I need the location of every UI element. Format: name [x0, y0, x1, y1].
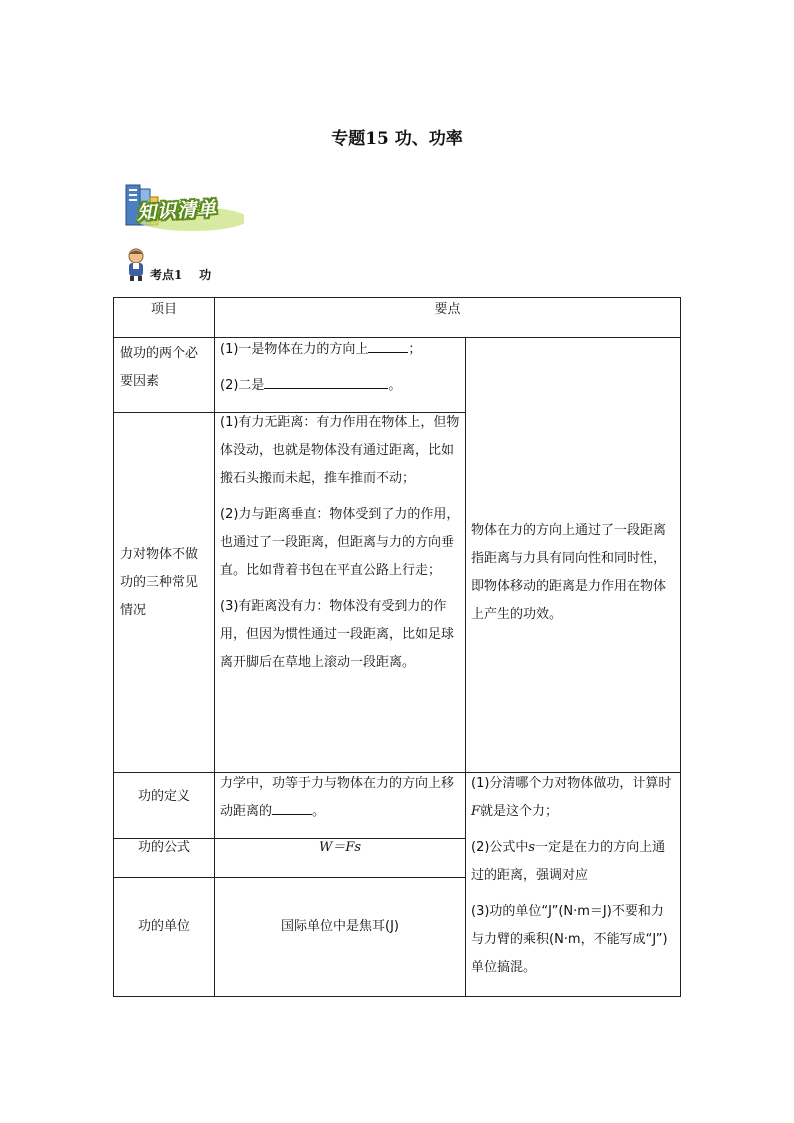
- row2-p2: (2)力与距离垂直：物体受到了力的作用，也通过了一段距离，但距离与力的方向垂直。比如背着书包在平直公路上行走；: [220, 507, 460, 578]
- right-note-3: (3)功的单位“J”(N·m＝J)不要和力与力臂的乘积(N·m，不能写成“J”)单位搞混。: [471, 904, 668, 975]
- row5-text: 国际单位中是焦耳(J): [281, 919, 399, 934]
- note2-text-a: (2)公式中: [471, 840, 529, 855]
- note1-text-b: 就是这个力；: [480, 804, 559, 819]
- note1-text-a: (1)分清哪个力对物体做功，计算时: [471, 776, 672, 791]
- fill-blank: [368, 339, 408, 353]
- row4-label: 功的公式: [137, 840, 190, 855]
- right-notes-bottom: [471, 770, 676, 982]
- formula-text: W＝Fs: [318, 840, 362, 855]
- note2-text-b: 一定是在力的方向上通过的距离，强调对应: [471, 840, 666, 883]
- fill-blank: [272, 801, 312, 815]
- table-border: [113, 996, 681, 997]
- note2-var: s: [528, 840, 536, 855]
- row1-content: [220, 336, 462, 400]
- row1-line1: [220, 336, 462, 364]
- row3-text: 力学中，功等于力与物体在力的方向上移动距离的: [220, 776, 455, 819]
- teacher-icon: [124, 248, 148, 282]
- row2-content: [220, 409, 460, 677]
- row1-line2-suffix: 。: [388, 378, 402, 393]
- right-note-top: 物体在力的方向上通过了一段距离指距离与力具有同向性和同时性，即物体移动的距离是力作用在物体上产生的功效。: [471, 523, 667, 622]
- fill-blank: [264, 375, 388, 389]
- row1-line2-text: (2)二是: [220, 378, 265, 393]
- row2-p1: (1)有力无距离：有力作用在物体上，但物体没动，也就是物体没有通过距离，比如搬石头搬而未起，推车推而不动；: [220, 415, 460, 486]
- section-label: 考点1: [150, 268, 183, 282]
- row3-content: [220, 770, 462, 826]
- table-border: [214, 297, 215, 997]
- page-title: 专题15 功、功率: [331, 129, 463, 149]
- right-note-1: [471, 770, 676, 826]
- section-heading: [150, 266, 211, 283]
- table-border: [113, 877, 465, 878]
- row3-label: 功的定义: [137, 789, 190, 804]
- row5-label: 功的单位: [137, 919, 190, 934]
- row2-p3: (3)有距离没有力：物体没有受到力的作用，但因为惯性通过一段距离，比如足球离开脚后在草地上滚动一段距离。: [220, 599, 455, 670]
- row1-line1-suffix: ；: [408, 342, 422, 357]
- note1-var: F: [471, 804, 481, 819]
- table-border: [465, 337, 466, 997]
- header-item: 项目: [150, 302, 177, 317]
- banner-text: 知识清单: [136, 197, 218, 225]
- row1-label: 做功的两个必要因素: [120, 346, 199, 389]
- table-border: [680, 297, 681, 997]
- row1-line1-text: (1)一是物体在力的方向上: [220, 342, 369, 357]
- row2-label: 力对物体不做功的三种常见情况: [120, 547, 199, 618]
- row3-suffix: 。: [312, 804, 326, 819]
- row4-formula: [215, 834, 465, 862]
- header-points: 要点: [434, 302, 461, 317]
- right-note-2: [471, 834, 676, 890]
- section-topic: 功: [199, 268, 212, 282]
- knowledge-list-banner: [122, 183, 244, 233]
- table-border: [113, 297, 114, 997]
- row1-line2: [220, 372, 462, 400]
